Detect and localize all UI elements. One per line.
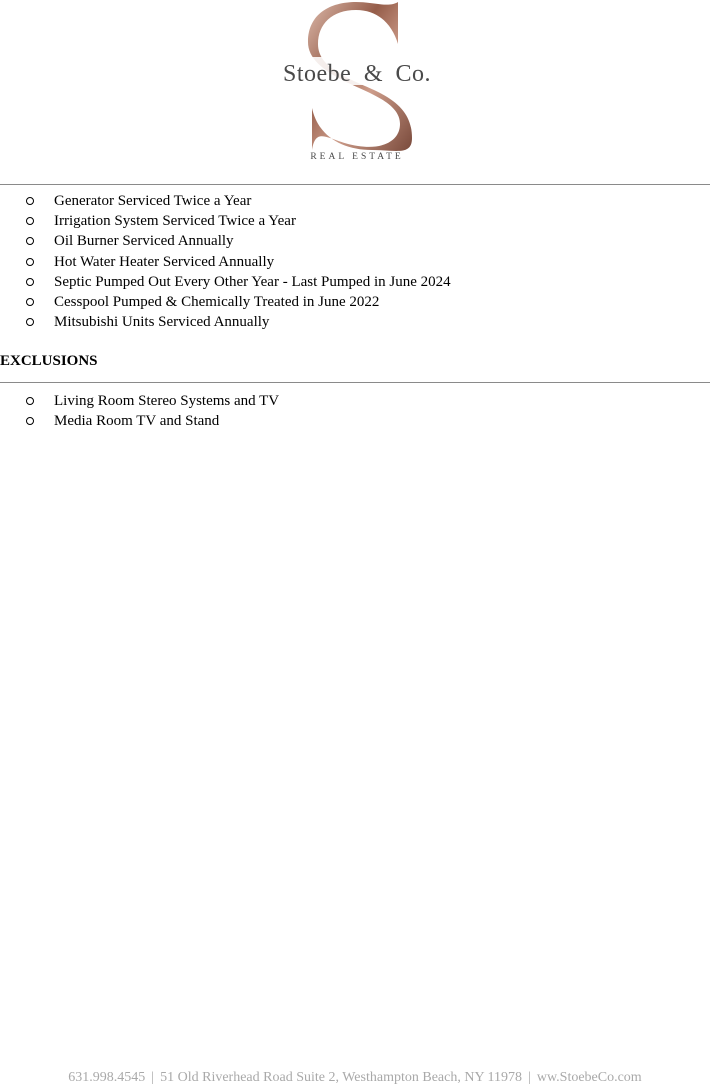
brand-name-part-2: Co.	[395, 61, 432, 87]
footer-website: ww.StoebeCo.com	[536, 1070, 642, 1085]
hollow-bullet-icon	[26, 298, 34, 306]
exclusions-heading: EXCLUSIONS	[0, 353, 98, 369]
hollow-bullet-icon	[26, 258, 34, 266]
footer-separator: |	[528, 1070, 531, 1085]
hollow-bullet-icon	[26, 217, 34, 225]
brand-ampersand: &	[363, 61, 383, 87]
hollow-bullet-icon	[26, 417, 34, 425]
footer-separator: |	[151, 1070, 155, 1085]
hollow-bullet-icon	[26, 237, 34, 245]
hollow-bullet-icon	[26, 197, 34, 205]
hollow-bullet-icon	[26, 278, 34, 286]
stoebe-s-monogram-icon	[0, 0, 710, 170]
svg-text:Stoebe & Co.	[283, 61, 431, 87]
hollow-bullet-icon	[26, 397, 34, 405]
contact-footer	[0, 1070, 710, 1086]
footer-phone: 631.998.4545	[68, 1070, 146, 1085]
hollow-bullet-icon	[26, 318, 34, 326]
brand-name-part-1: Stoebe	[282, 61, 352, 87]
exclusions-divider	[0, 382, 710, 383]
brand-tagline: REAL ESTATE	[310, 152, 404, 162]
footer-address: 51 Old Riverhead Road Suite 2, Westhampton Beach, NY 11978	[160, 1070, 523, 1085]
stoebe-logo	[0, 0, 710, 170]
header-divider	[0, 184, 710, 185]
